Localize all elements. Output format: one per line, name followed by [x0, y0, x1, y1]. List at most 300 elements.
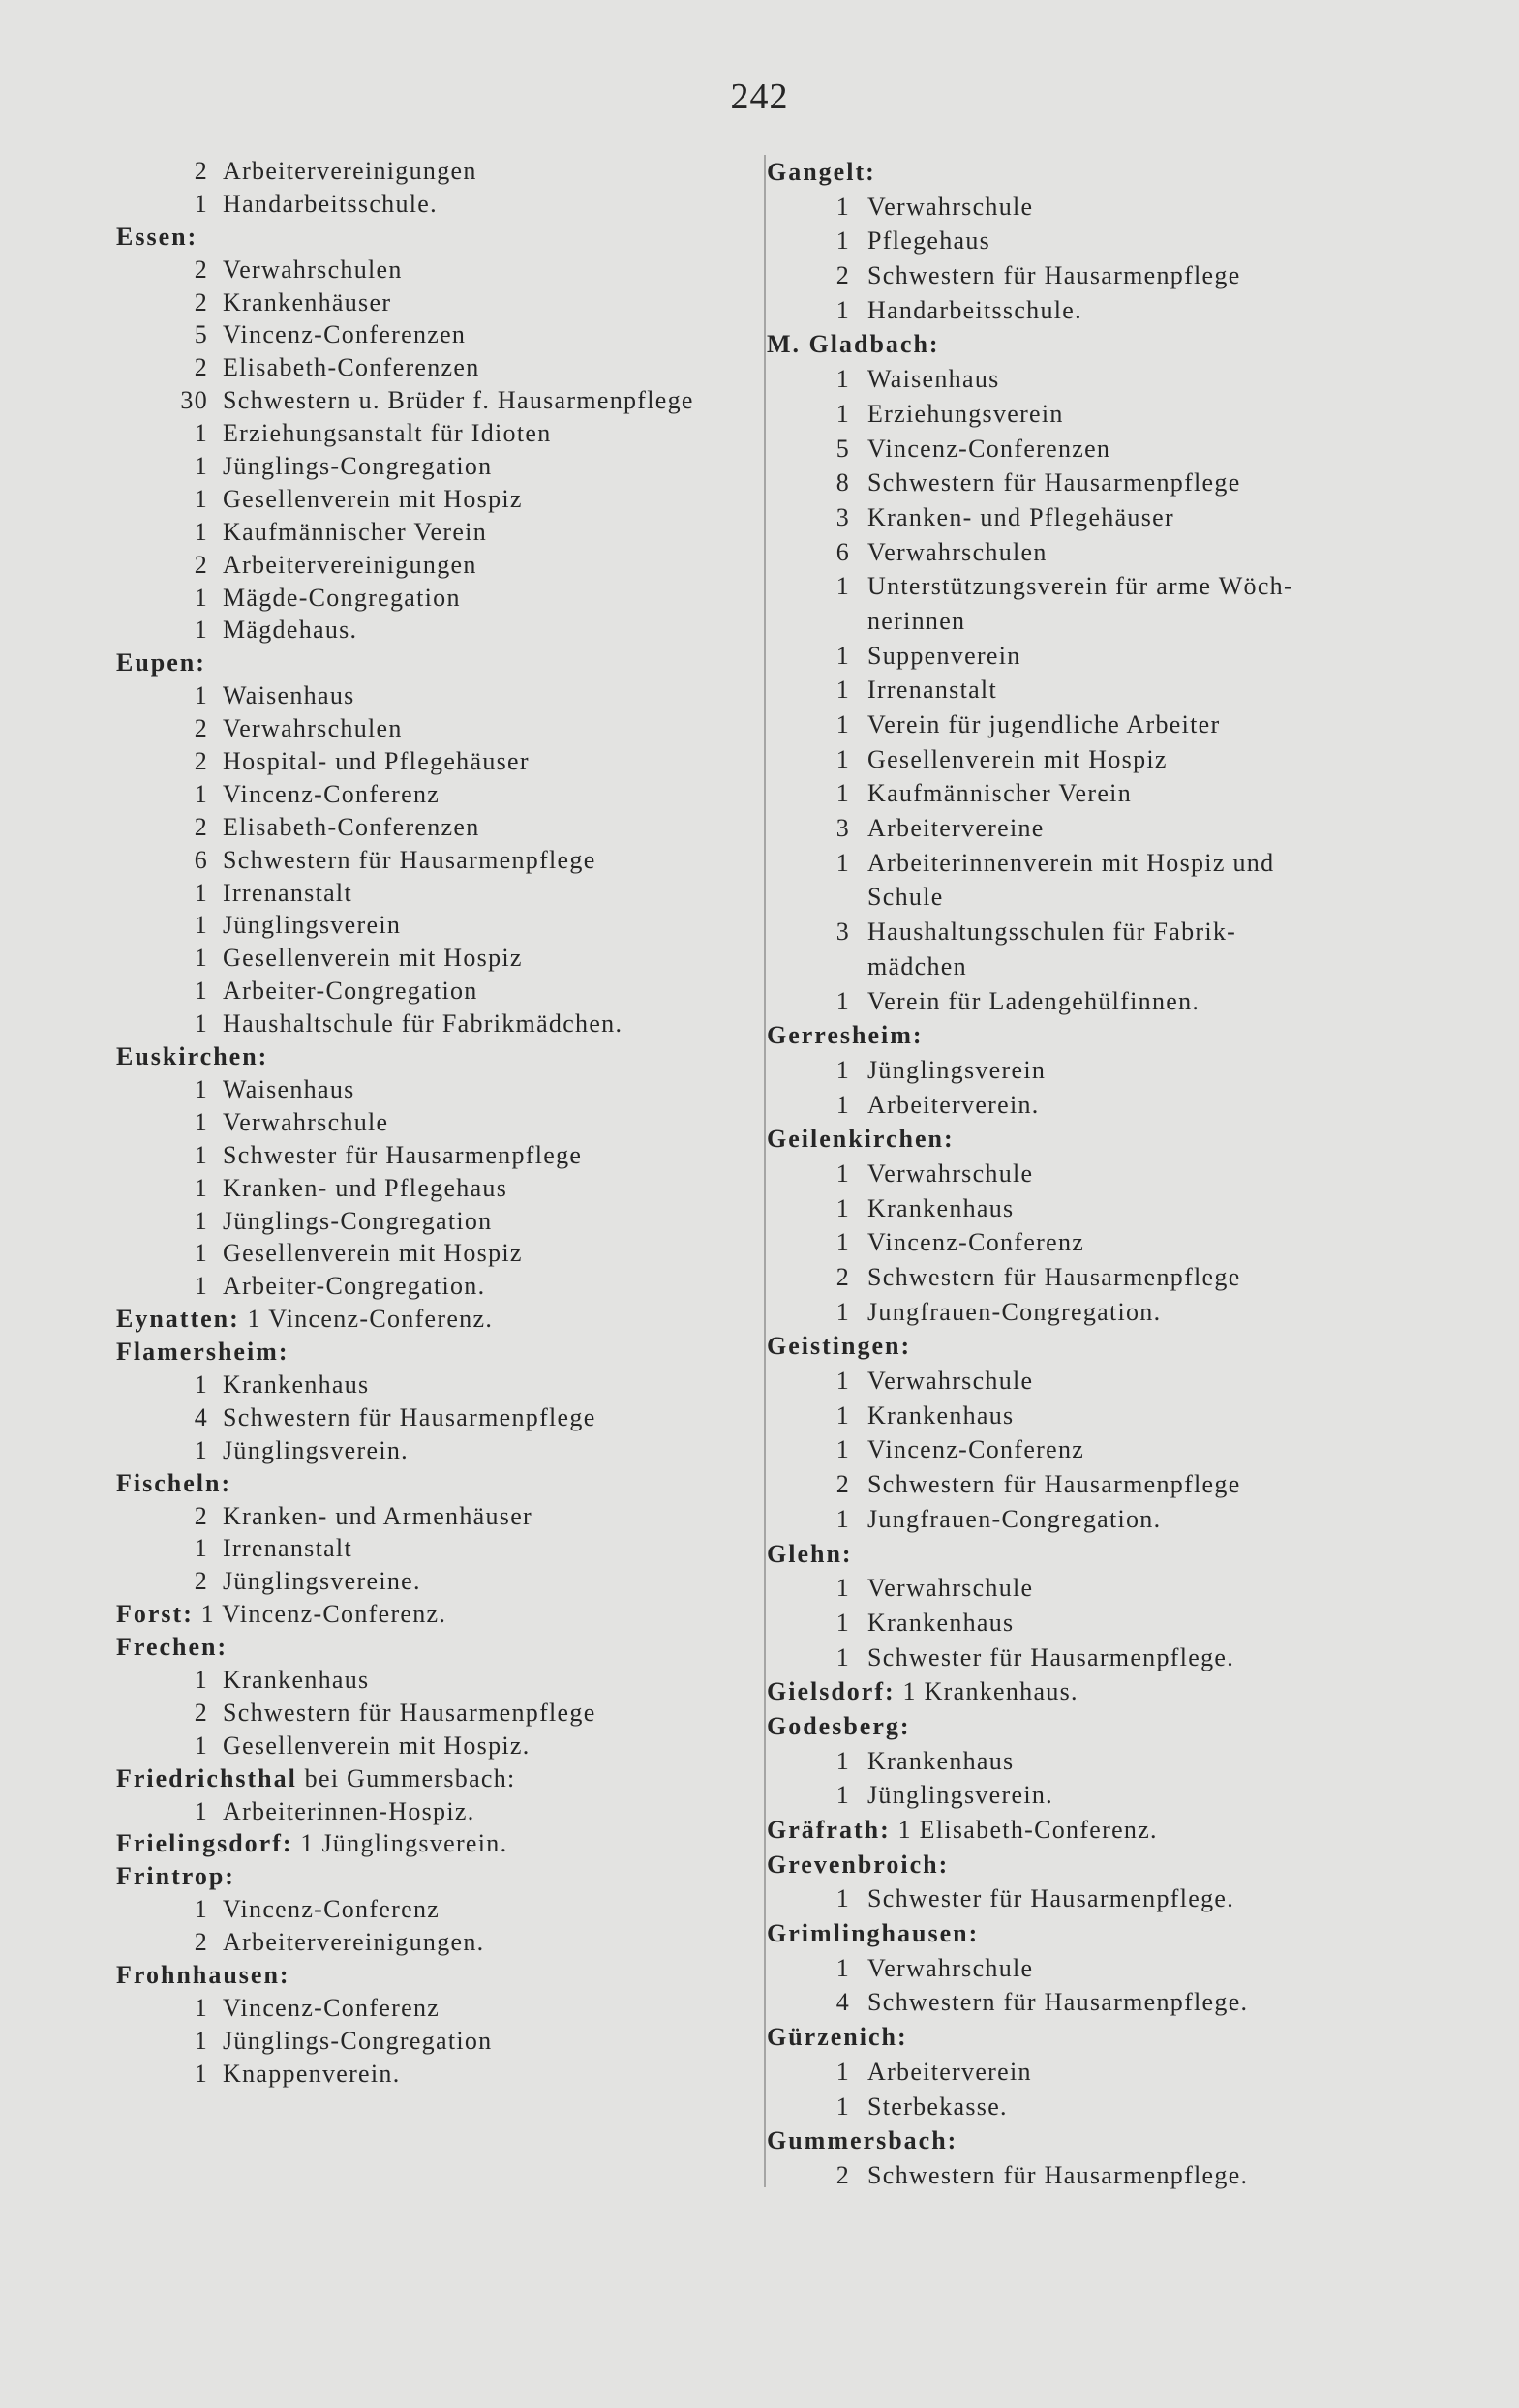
list-item: [767, 1571, 1435, 1606]
list-item: [767, 1295, 1435, 1330]
item-text: Arbeiterinnen-Hospiz.: [223, 1796, 475, 1825]
list-item: [116, 155, 755, 188]
place-entry: [767, 155, 1435, 327]
item-count: 3: [835, 814, 850, 843]
list-item: [767, 1088, 1435, 1123]
inline-item: 1 Krankenhaus.: [902, 1677, 1078, 1706]
item-text: Schwestern für Hausarmenpflege: [223, 1402, 596, 1431]
list-item: [116, 417, 755, 450]
item-text: Verwahrschule: [867, 192, 1034, 221]
item-count: 1: [835, 710, 850, 738]
item-count: 1: [835, 986, 850, 1015]
left-column: [116, 155, 755, 2091]
item-count: 1: [835, 1746, 850, 1775]
list-item: [116, 1237, 755, 1270]
place-heading: [767, 1848, 1435, 1882]
item-text: Verwahrschule: [867, 1367, 1034, 1396]
place-heading: [767, 1709, 1435, 1744]
place-heading: [116, 1631, 755, 1664]
item-count: 1: [194, 1665, 208, 1694]
list-item: [767, 1053, 1435, 1088]
place-entry: [767, 1813, 1435, 1848]
list-item: [116, 909, 755, 942]
item-text: Waisenhaus: [223, 681, 355, 710]
list-item: [116, 1172, 755, 1205]
item-text: nerinnen: [867, 606, 966, 635]
list-item: [116, 1730, 755, 1762]
item-text: Mägde-Congregation: [223, 583, 461, 612]
item-text: Erziehungsverein: [867, 399, 1064, 428]
list-item: [767, 639, 1435, 674]
item-text: Schwestern für Hausarmenpflege: [867, 468, 1241, 497]
item-count: 1: [835, 399, 850, 428]
place-name: Glehn:: [767, 1539, 853, 1568]
list-item: [116, 516, 755, 549]
list-item: [116, 254, 755, 286]
place-name: Eynatten:: [116, 1305, 240, 1334]
item-count: 2: [194, 1928, 208, 1957]
item-text: Jünglingsverein: [223, 911, 402, 940]
place-name: Geilenkirchen:: [767, 1125, 955, 1154]
list-item: [116, 1532, 755, 1565]
column-divider: [764, 155, 766, 2187]
item-count: 1: [835, 641, 850, 670]
item-text: Schwestern für Hausarmenpflege.: [867, 2160, 1249, 2189]
item-count: 1: [194, 681, 208, 710]
place-name: M. Gladbach:: [767, 330, 940, 359]
item-count: 4: [835, 1988, 850, 2017]
item-count: 1: [194, 1074, 208, 1103]
place-name: Gürzenich:: [767, 2023, 908, 2052]
list-item: [767, 984, 1435, 1019]
list-item: [767, 432, 1435, 467]
place-name: Godesberg:: [767, 1711, 911, 1740]
item-text: Verein für jugendliche Arbeiter: [867, 710, 1221, 738]
item-text: Verwahrschule: [867, 1953, 1034, 1982]
place-name: Geistingen:: [767, 1332, 912, 1361]
place-heading: [767, 155, 1435, 190]
place-name: Frechen:: [116, 1633, 228, 1662]
item-count: 2: [835, 1263, 850, 1291]
item-count: 1: [194, 1370, 208, 1399]
place-name: Friedrichsthal: [116, 1763, 297, 1792]
place-name: Flamersheim:: [116, 1338, 289, 1367]
item-count: 1: [835, 779, 850, 808]
list-item: [767, 397, 1435, 432]
item-count: 1: [835, 2092, 850, 2121]
place-suffix: bei Gummersbach:: [296, 1763, 516, 1792]
list-item: [767, 1881, 1435, 1916]
item-count: 30: [180, 386, 208, 415]
list-item: [767, 846, 1435, 881]
list-item: [116, 942, 755, 975]
item-count: 1: [194, 911, 208, 940]
place-heading: [767, 1813, 1435, 1848]
place-name: Gerresheim:: [767, 1021, 924, 1050]
place-entry: [767, 2020, 1435, 2123]
place-entry: [767, 1537, 1435, 1675]
item-count: 1: [194, 1993, 208, 2022]
list-item: [767, 2055, 1435, 2090]
list-item: [767, 569, 1435, 604]
item-text: Pflegehaus: [867, 226, 991, 256]
item-text: Hospital- und Pflegehäuser: [223, 747, 530, 776]
list-item: [116, 1893, 755, 1926]
item-count: 5: [835, 434, 850, 463]
list-item: [116, 384, 755, 417]
item-text: Elisabeth-Conferenzen: [223, 812, 480, 841]
list-item: [767, 258, 1435, 293]
list-item: [116, 1992, 755, 2025]
place-name: Gielsdorf:: [767, 1677, 896, 1706]
item-text: Irrenanstalt: [223, 878, 352, 907]
item-text: Krankenhäuser: [223, 287, 392, 316]
item-text: Gesellenverein mit Hospiz: [867, 744, 1168, 773]
list-item: [767, 776, 1435, 811]
item-text: Schwestern für Hausarmenpflege.: [867, 1988, 1249, 2017]
item-count: 1: [194, 583, 208, 612]
item-text: Arbeiter-Congregation.: [223, 1272, 486, 1301]
list-item: [116, 1073, 755, 1106]
item-text: Vincenz-Conferenz: [223, 779, 441, 808]
item-text: Krankenhaus: [223, 1370, 370, 1399]
item-text: Waisenhaus: [223, 1074, 355, 1103]
list-item: [116, 450, 755, 483]
place-name: Gummersbach:: [767, 2126, 958, 2155]
place-heading: [767, 1537, 1435, 1572]
list-item: [116, 745, 755, 778]
item-text: Verein für Ladengehülfinnen.: [867, 986, 1200, 1015]
item-count: 1: [835, 295, 850, 324]
item-text: Krankenhaus: [867, 1746, 1015, 1775]
item-text: Arbeitervereine: [867, 814, 1045, 843]
place-heading: [116, 1040, 755, 1073]
list-item: [116, 1008, 755, 1040]
place-heading: [116, 1762, 755, 1795]
list-item: [116, 679, 755, 712]
list-item: [116, 811, 755, 844]
item-count: 1: [835, 1228, 850, 1257]
item-count: 1: [194, 616, 208, 645]
place-name: Essen:: [116, 222, 198, 251]
place-name: Gräfrath:: [767, 1816, 891, 1844]
list-item: [767, 535, 1435, 570]
item-text: Kranken- und Pflegehäuser: [867, 502, 1174, 531]
item-count: 2: [194, 1567, 208, 1596]
list-item: [767, 707, 1435, 742]
list-item: [116, 614, 755, 647]
item-count: 2: [194, 287, 208, 316]
item-count: 1: [194, 1272, 208, 1301]
item-count: 1: [835, 192, 850, 221]
item-text: Jungfrauen-Congregation.: [867, 1504, 1162, 1533]
item-count: 1: [194, 944, 208, 973]
page-number: 242: [730, 76, 789, 117]
item-count: 2: [835, 2160, 850, 2189]
item-text: Verwahrschulen: [867, 537, 1048, 566]
place-heading: [116, 1959, 755, 1992]
item-count: 1: [835, 1781, 850, 1810]
item-count: 1: [194, 419, 208, 448]
list-item: [767, 1744, 1435, 1779]
list-item: [116, 1926, 755, 1959]
place-entry: [116, 647, 755, 1040]
item-count: 2: [194, 1501, 208, 1530]
inline-item: 1 Vincenz-Conferenz.: [200, 1600, 447, 1629]
item-count: 1: [835, 1953, 850, 1982]
place-entry: [116, 1467, 755, 1599]
place-entry: [116, 1336, 755, 1467]
list-item: [116, 1205, 755, 1238]
list-item: [116, 2025, 755, 2058]
list-item: [116, 1401, 755, 1434]
place-heading: [116, 1860, 755, 1893]
place-heading: [116, 1336, 755, 1369]
item-text: Gesellenverein mit Hospiz.: [223, 1731, 531, 1760]
place-entry: [767, 1709, 1435, 1813]
item-count: 1: [835, 848, 850, 877]
item-text: Jungfrauen-Congregation.: [867, 1297, 1162, 1326]
list-item-continuation: [767, 604, 1435, 639]
list-item: [767, 1225, 1435, 1260]
item-count: 1: [194, 878, 208, 907]
item-text: Sterbekasse.: [867, 2092, 1008, 2121]
item-count: 1: [835, 1400, 850, 1430]
list-item: [116, 975, 755, 1008]
place-entry: [116, 1040, 755, 1303]
item-count: 2: [194, 747, 208, 776]
list-item: [116, 877, 755, 910]
item-text: Kaufmännischer Verein: [223, 517, 488, 546]
list-item: [767, 1157, 1435, 1191]
item-count: 1: [835, 744, 850, 773]
item-text: Suppenverein: [867, 641, 1021, 670]
item-text: Gesellenverein mit Hospiz: [223, 1239, 523, 1268]
item-count: 6: [835, 537, 850, 566]
item-count: 8: [835, 468, 850, 497]
item-text: Arbeiterinnenverein mit Hospiz und: [867, 848, 1275, 877]
item-count: 1: [194, 1206, 208, 1235]
item-count: 1: [194, 1895, 208, 1924]
item-count: 1: [194, 189, 208, 218]
right-column: [767, 155, 1435, 2193]
item-count: 1: [835, 1642, 850, 1671]
list-item-continuation: [767, 949, 1435, 984]
list-item: [116, 1500, 755, 1533]
item-text: Krankenhaus: [867, 1193, 1015, 1222]
list-item: [767, 2090, 1435, 2124]
inline-item: 1 Vincenz-Conferenz.: [247, 1305, 494, 1334]
list-item: [767, 293, 1435, 328]
item-text: Jünglingsverein.: [223, 1435, 409, 1464]
list-item: [116, 1565, 755, 1598]
place-name: Euskirchen:: [116, 1042, 269, 1071]
item-text: Vincenz-Conferenz: [867, 1228, 1085, 1257]
item-text: Arbeiterverein.: [867, 1090, 1040, 1119]
list-item: [767, 190, 1435, 225]
place-entry: [116, 221, 755, 647]
item-text: Gesellenverein mit Hospiz: [223, 944, 523, 973]
item-text: Schwester für Hausarmenpflege.: [867, 1884, 1235, 1913]
list-item: [116, 582, 755, 615]
place-heading: [767, 1916, 1435, 1951]
item-text: Vincenz-Conferenz: [223, 1895, 441, 1924]
item-count: 2: [194, 550, 208, 579]
item-text: Schwester für Hausarmenpflege.: [867, 1642, 1235, 1671]
place-heading: [116, 1598, 755, 1631]
item-count: 1: [194, 1173, 208, 1202]
item-text: Erziehungsanstalt für Idioten: [223, 419, 552, 448]
place-entry: [116, 1827, 755, 1860]
item-count: 1: [835, 1055, 850, 1084]
item-text: Irrenanstalt: [867, 676, 997, 705]
place-entry: [116, 1631, 755, 1762]
item-text: Schwestern für Hausarmenpflege: [867, 261, 1241, 290]
list-item: [767, 1640, 1435, 1675]
item-count: 1: [835, 1608, 850, 1637]
item-count: 1: [835, 1884, 850, 1913]
item-count: 1: [194, 1140, 208, 1169]
place-heading: [767, 1018, 1435, 1053]
item-text: Knappenverein.: [223, 2059, 401, 2088]
item-text: Jünglingsvereine.: [223, 1567, 421, 1596]
item-count: 2: [194, 1698, 208, 1727]
place-entry: [116, 1762, 755, 1828]
item-count: 2: [194, 353, 208, 382]
place-entry: [767, 1848, 1435, 1916]
list-item: [116, 2058, 755, 2091]
list-item: [767, 362, 1435, 397]
item-count: 1: [194, 1435, 208, 1464]
item-text: Krankenhaus: [223, 1665, 370, 1694]
item-count: 1: [194, 1796, 208, 1825]
place-name: Frielingsdorf:: [116, 1829, 293, 1858]
item-count: 1: [835, 1574, 850, 1603]
item-count: 1: [194, 779, 208, 808]
item-count: 1: [835, 572, 850, 601]
place-entry: [116, 1860, 755, 1959]
list-item: [767, 1191, 1435, 1226]
item-text: Arbeiterverein: [867, 2057, 1032, 2086]
item-text: Schule: [867, 883, 944, 912]
list-item: [116, 1697, 755, 1730]
place-heading: [116, 1467, 755, 1500]
item-count: 2: [194, 714, 208, 743]
list-item: [116, 1106, 755, 1139]
item-text: Schwestern für Hausarmenpflege: [867, 1263, 1241, 1291]
item-text: Arbeiter-Congregation: [223, 977, 478, 1006]
place-entry: [767, 1018, 1435, 1122]
item-count: 2: [194, 255, 208, 284]
place-heading: [767, 2123, 1435, 2158]
place-name: Gangelt:: [767, 158, 876, 186]
list-item: [767, 500, 1435, 535]
item-count: 2: [835, 261, 850, 290]
item-count: 6: [194, 845, 208, 874]
item-text: Gesellenverein mit Hospiz: [223, 484, 523, 513]
place-heading: [116, 1827, 755, 1860]
item-text: Irrenanstalt: [223, 1534, 352, 1563]
list-item: [767, 1951, 1435, 1986]
item-count: 1: [194, 977, 208, 1006]
place-entry: [767, 2123, 1435, 2192]
item-text: mädchen: [867, 951, 967, 980]
list-item: [116, 483, 755, 516]
list-item: [767, 742, 1435, 777]
item-text: Vincenz-Conferenz: [223, 1993, 441, 2022]
list-item: [767, 2158, 1435, 2193]
item-count: 1: [835, 226, 850, 256]
item-text: Kranken- und Pflegehaus: [223, 1173, 508, 1202]
item-count: 1: [194, 1731, 208, 1760]
item-text: Jünglings-Congregation: [223, 2026, 493, 2055]
list-item: [767, 915, 1435, 949]
list-item: [116, 549, 755, 582]
place-entry: [116, 1303, 755, 1336]
item-count: 1: [194, 2026, 208, 2055]
list-item: [116, 1664, 755, 1697]
list-item: [116, 1270, 755, 1303]
place-entry: [767, 1674, 1435, 1709]
list-item: [116, 712, 755, 745]
place-entry: [767, 1916, 1435, 2020]
item-text: Schwestern u. Brüder f. Hausarmenpflege: [223, 386, 694, 415]
place-name: Frohnhausen:: [116, 1960, 290, 1989]
place-name: Eupen:: [116, 648, 206, 677]
item-count: 1: [835, 1090, 850, 1119]
place-entry: [767, 327, 1435, 1018]
item-count: 2: [194, 812, 208, 841]
inline-item: 1 Elisabeth-Conferenz.: [897, 1816, 1158, 1844]
item-count: 1: [835, 1159, 850, 1188]
item-count: 5: [194, 320, 208, 349]
place-entry: [116, 155, 755, 221]
item-text: Jünglings-Congregation: [223, 452, 493, 481]
item-text: Waisenhaus: [867, 365, 1000, 394]
item-text: Vincenz-Conferenzen: [223, 320, 467, 349]
list-item: [116, 1795, 755, 1828]
item-text: Jünglingsverein.: [867, 1781, 1053, 1810]
list-item: [767, 1502, 1435, 1537]
place-heading: [767, 1674, 1435, 1709]
list-item: [767, 1260, 1435, 1295]
item-count: 1: [194, 1239, 208, 1268]
list-item: [116, 1369, 755, 1401]
place-entry: [767, 1122, 1435, 1329]
item-text: Verwahrschule: [223, 1107, 389, 1136]
item-text: Schwestern für Hausarmenpflege: [223, 845, 596, 874]
list-item: [767, 1606, 1435, 1640]
place-entry: [116, 1598, 755, 1631]
item-count: 1: [835, 1504, 850, 1533]
item-text: Mägdehaus.: [223, 616, 358, 645]
place-heading: [116, 1303, 755, 1336]
place-heading: [767, 327, 1435, 362]
list-item: [767, 673, 1435, 707]
item-text: Verwahrschule: [867, 1574, 1034, 1603]
item-text: Unterstützungsverein für arme Wöch-: [867, 572, 1293, 601]
item-text: Krankenhaus: [867, 1608, 1015, 1637]
item-count: 1: [835, 1297, 850, 1326]
item-count: 1: [835, 365, 850, 394]
list-item: [767, 811, 1435, 846]
place-name: Frintrop:: [116, 1862, 235, 1891]
item-text: Haushaltschule für Fabrikmädchen.: [223, 1009, 623, 1038]
item-text: Arbeitervereinigungen: [223, 550, 477, 579]
item-count: 3: [835, 502, 850, 531]
list-item: [767, 1432, 1435, 1467]
item-count: 4: [194, 1402, 208, 1431]
